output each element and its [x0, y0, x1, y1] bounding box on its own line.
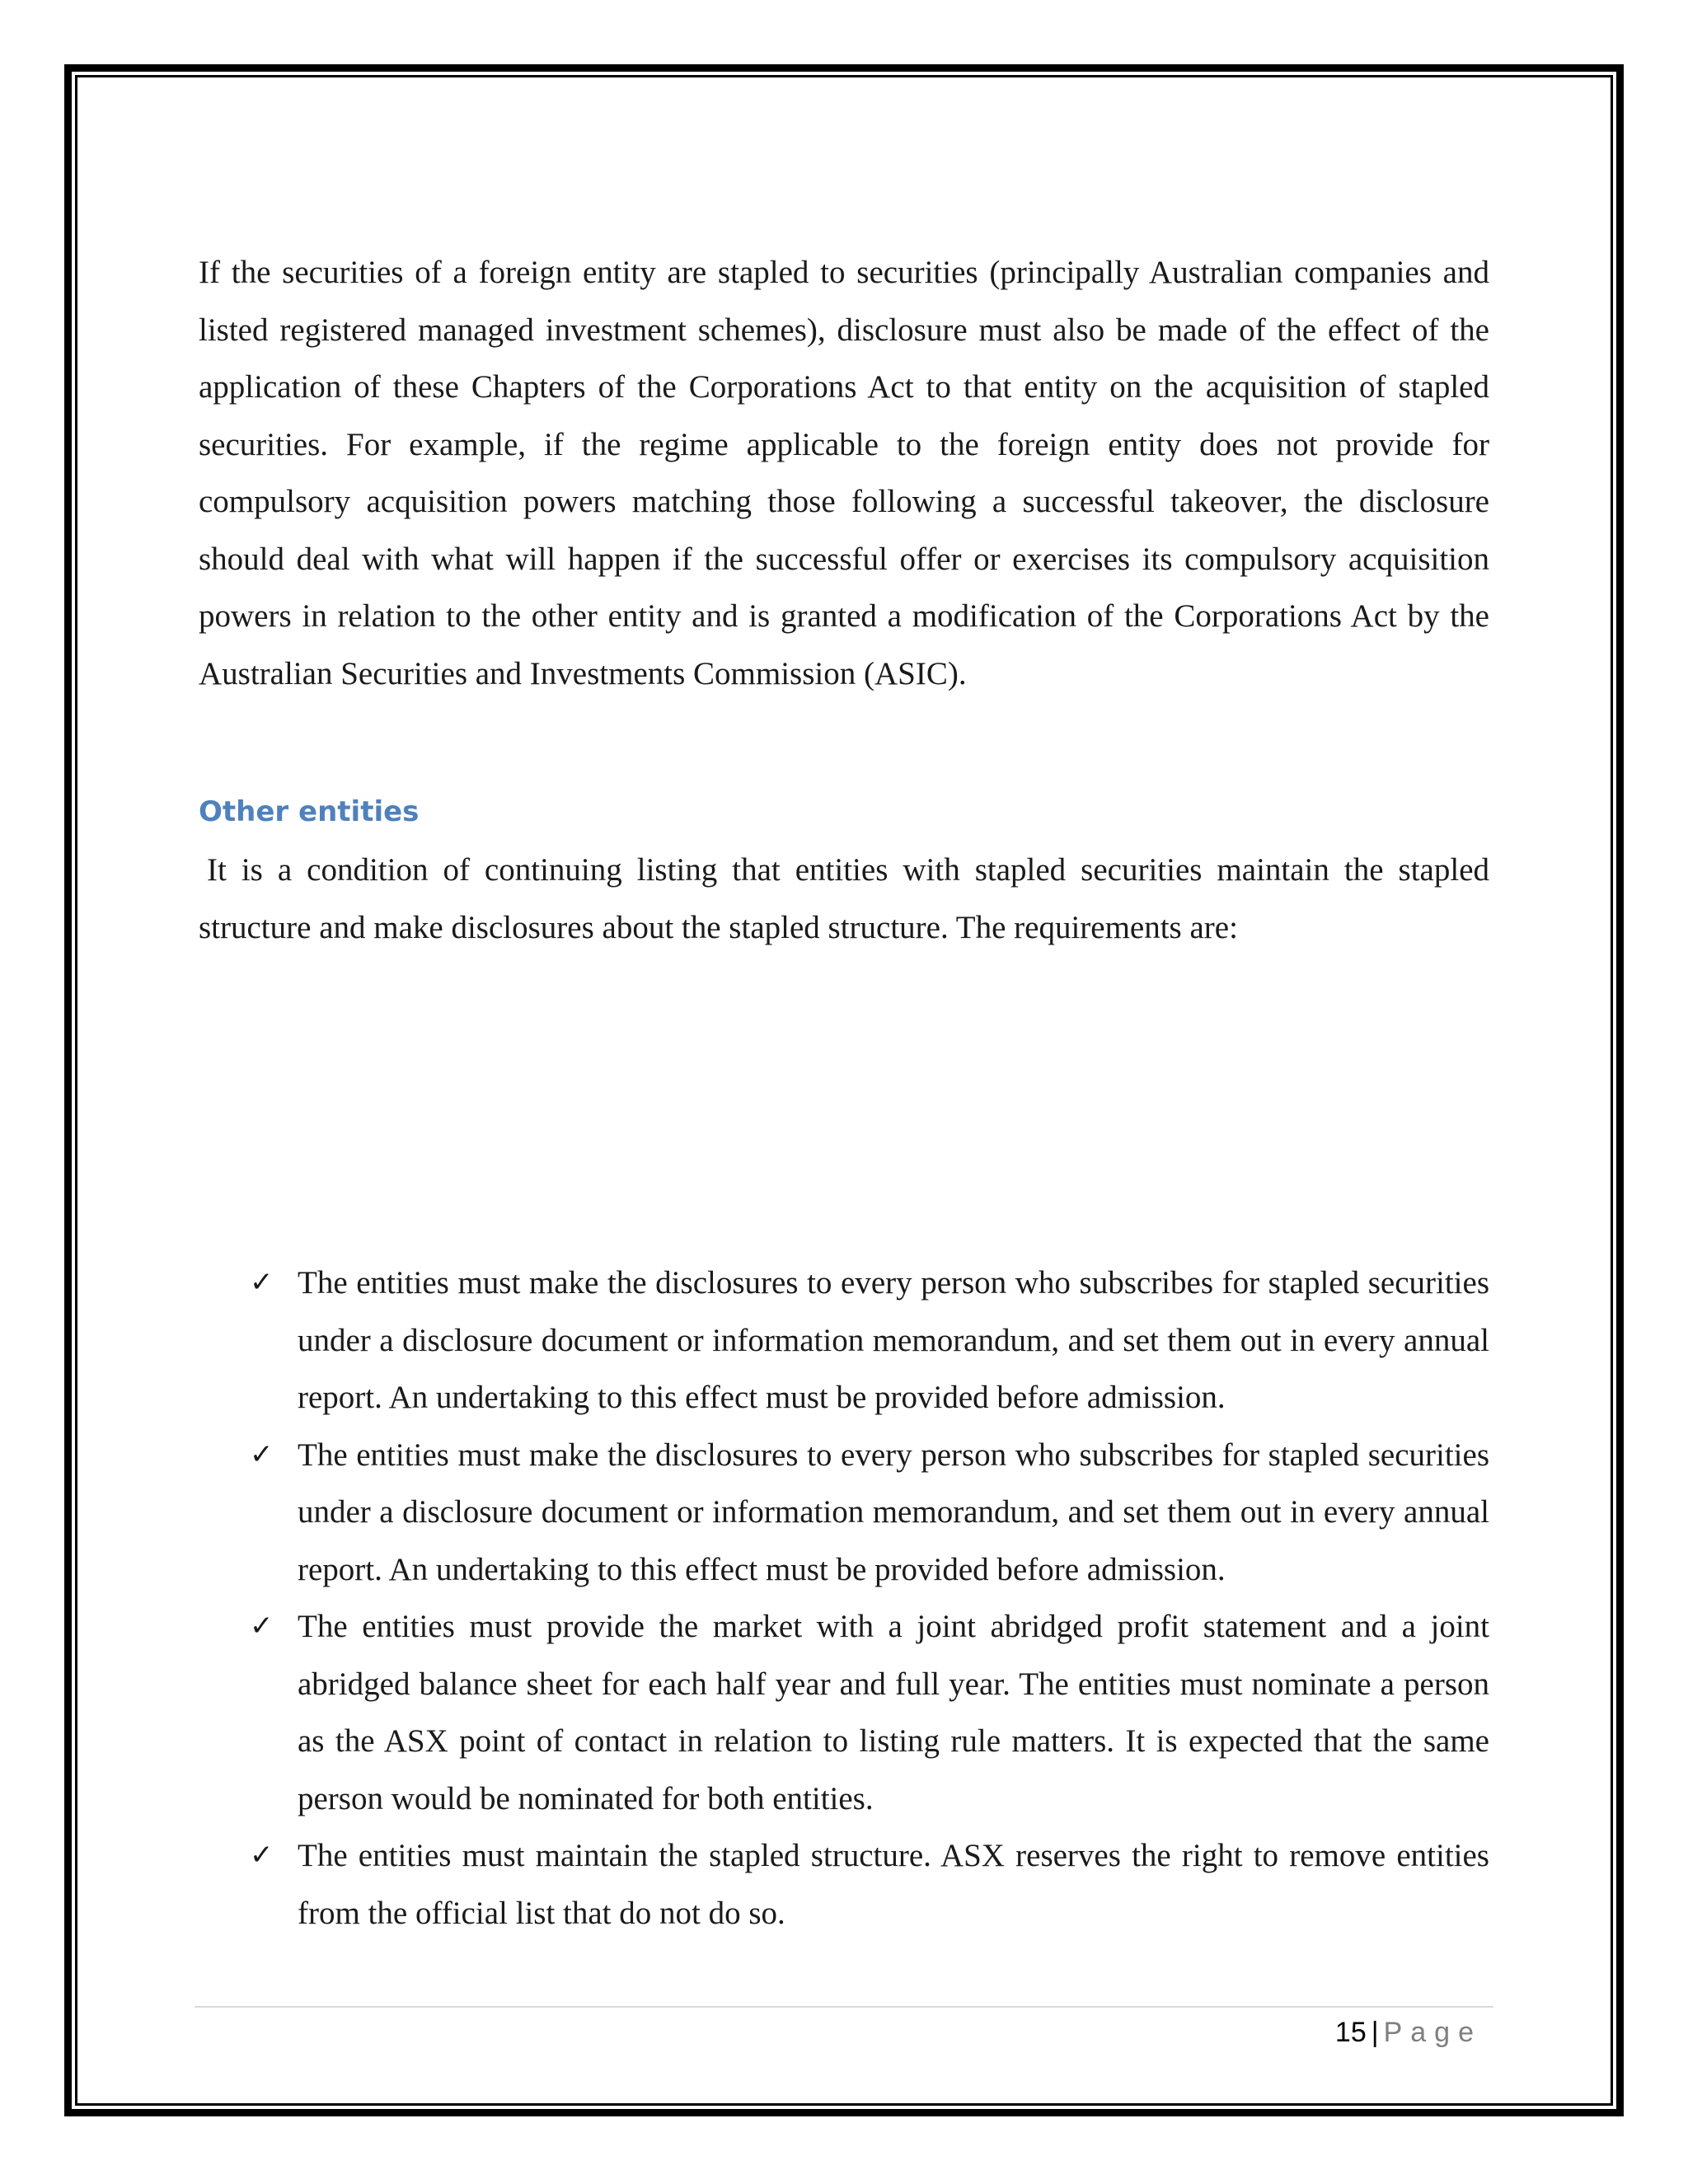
checkmark-icon: ✓ — [250, 1839, 274, 1872]
checkmark-icon: ✓ — [250, 1266, 274, 1299]
checklist-item-text: The entities must make the disclosures to every person who subscribes for stapled securities under a disclosure document or information memorandum, and set them out in every annual report. An undertaking to this effect must be provided before admission. — [298, 1265, 1489, 1415]
checklist-item-text: The entities must maintain the stapled structure. ASX reserves the right to remove entities from the official list that do not do so. — [298, 1838, 1489, 1931]
page-footer — [1335, 2013, 1482, 2052]
checklist-item-text: The entities must provide the market with a joint abridged profit statement and a joint abridged balance sheet for each half year and full year. The entities must nominate a person as the ASX point of contact in relation to listing rule matters. It is expected that the same person would be nominated for both entities. — [298, 1609, 1489, 1816]
checkmark-icon: ✓ — [250, 1610, 274, 1643]
page-number: 15 — [1334, 2017, 1367, 2048]
section-heading-other-entities: Other entities — [199, 795, 420, 828]
checkmark-icon: ✓ — [250, 1437, 274, 1471]
checklist-item — [199, 1827, 1489, 1942]
footer-divider — [195, 2006, 1493, 2008]
checklist-item — [199, 1598, 1489, 1827]
paragraph-stapled-foreign-entity: If the securities of a foreign entity are stapled to securities (principally Australian companies and listed registered managed investment schemes), disclosure must also be made of the effect of the application of these Chapters of the Corporations Act to that entity on the acquisition of stapled securities. For example, if the regime applicable to the foreign entity does not provide for compulsory acquisition powers matching those following a successful takeover, the disclosure should deal with what will happen if the successful offer or exercises its compulsory acquisition powers in relation to the other entity and is granted a modification of the Corporations Act by the Australian Securities and Investments Commission (ASIC). — [199, 255, 1489, 691]
page-content — [199, 244, 1489, 1931]
checklist-item — [199, 1427, 1489, 1599]
requirements-checklist — [199, 1254, 1489, 1942]
paragraph-continuing-listing: It is a condition of continuing listing that entities with stapled securities maintain the stapled structure and make disclosures about the stapled structure. The requirements are: — [199, 852, 1489, 945]
checklist-item — [199, 1254, 1489, 1427]
checklist-item-text: The entities must make the disclosures to every person who subscribes for stapled securities under a disclosure document or information memorandum, and set them out in every annual report. An undertaking to this effect must be provided before admission. — [298, 1436, 1489, 1587]
footer-separator: | — [1371, 2017, 1379, 2048]
page-label: Page — [1383, 2017, 1482, 2048]
